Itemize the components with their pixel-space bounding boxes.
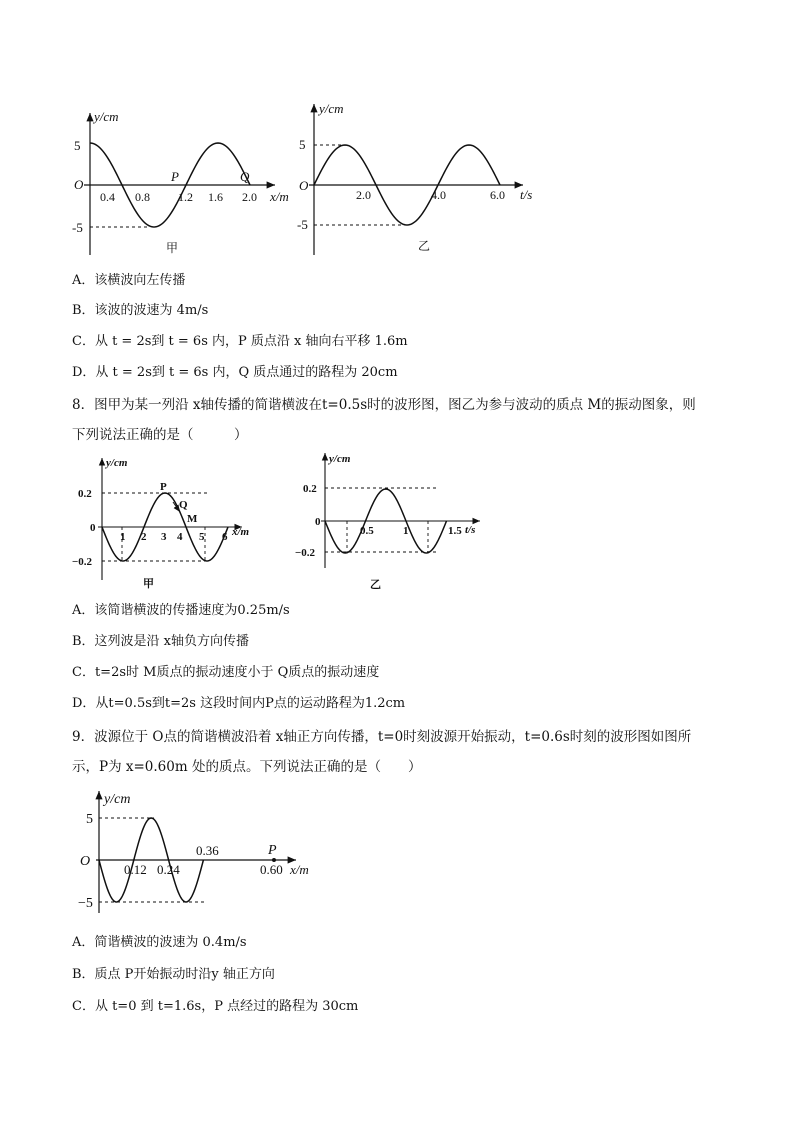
amp-neg-label: -5	[72, 220, 83, 235]
y-axis-label: y/cm	[94, 109, 119, 124]
y-axis-label: y/cm	[106, 457, 128, 469]
x-axis-label: t/s	[520, 187, 533, 202]
figure-caption: 甲	[166, 241, 179, 255]
origin-label: O	[299, 178, 309, 193]
tick-label: 0.36	[196, 843, 219, 858]
tick-label: 0.60	[260, 862, 283, 877]
q8-figure-yi	[295, 448, 495, 596]
point-p-label: P	[160, 481, 167, 493]
q9-figure	[74, 788, 334, 918]
amp-neg-label: −0.2	[72, 556, 93, 568]
origin-label: 0	[315, 516, 321, 528]
q7-option-c: C．从 t = 2s到 t = 6s 内，P 质点沿 x 轴向右平移 1.6m	[72, 334, 408, 349]
tick-label: 0.12	[124, 862, 147, 877]
figure-caption: 甲	[143, 578, 154, 590]
tick-label: 1	[403, 525, 409, 537]
q8-option-d: D．从t=0.5s到t=2s 这段时间内P点的运动路程为1.2cm	[72, 696, 406, 711]
q8-figure-jia	[70, 452, 270, 592]
tick-label: 4	[177, 531, 183, 543]
q8-stem	[72, 390, 732, 450]
q8-stem-line1: 8．图甲为某一列沿 x轴传播的简谐横波在t=0.5s时的波形图，图乙为参与波动的质点 M的振动图象，则	[72, 397, 696, 413]
figure-caption: 乙	[418, 239, 431, 253]
tick-label: 0.5	[360, 525, 374, 537]
tick-label: 0.4	[100, 190, 115, 204]
y-axis-label: y/cm	[319, 101, 344, 116]
q9-stem	[72, 722, 732, 782]
tick-label: 1.5	[448, 525, 462, 537]
origin-label: O	[80, 854, 91, 869]
q8-stem-line2: 下列说法正确的是（ ）	[72, 427, 248, 443]
tick-label: 1.2	[178, 190, 193, 204]
point-p-label: P	[171, 169, 179, 184]
q9-stem-line2: 示，P为 x=0.60m 处的质点。下列说法正确的是（ ）	[72, 759, 422, 775]
q9-stem-line1: 9．波源位于 O点的简谐横波沿着 x轴正方向传播，t=0时刻波源开始振动，t=0.6s时刻的波形图如图所	[72, 729, 692, 745]
x-axis-label: t/s	[465, 524, 476, 536]
tick-label: 0.8	[135, 190, 150, 204]
amp-neg-label: −0.2	[295, 547, 316, 559]
x-axis-label: x/m	[270, 189, 289, 204]
amp-neg-label: −5	[78, 896, 93, 911]
amp-pos-label: 5	[74, 138, 81, 153]
tick-label: 2.0	[242, 190, 257, 204]
q8-option-c: C．t=2s时 M质点的振动速度小于 Q质点的振动速度	[72, 665, 380, 680]
tick-label: 0.24	[157, 862, 180, 877]
point-q-label: Q	[179, 499, 188, 511]
tick-label: 2.0	[356, 188, 371, 202]
q8-option-a: A．该简谐横波的传播速度为0.25m/s	[72, 603, 290, 618]
q9-option-c: C．从 t=0 到 t=1.6s，P 点经过的路程为 30cm	[72, 999, 359, 1014]
q8-option-b: B．这列波是沿 x轴负方向传播	[72, 634, 250, 649]
tick-label: 6	[222, 531, 228, 543]
point-q-label: Q	[240, 169, 250, 184]
origin-label: O	[74, 177, 84, 192]
amp-pos-label: 0.2	[303, 483, 317, 495]
y-axis-label: y/cm	[329, 453, 351, 465]
tick-label: 3	[161, 531, 167, 543]
amp-pos-label: 0.2	[78, 488, 92, 500]
origin-label: 0	[90, 522, 96, 534]
q7-option-a: A．该横波向左传播	[72, 273, 186, 288]
amp-pos-label: 5	[86, 812, 93, 827]
tick-label: 2	[141, 531, 147, 543]
point-p-label: P	[268, 843, 277, 858]
tick-label: 1	[120, 531, 126, 543]
q7-figure-jia	[70, 105, 300, 265]
amp-pos-label: 5	[299, 137, 306, 152]
tick-label: 5	[199, 531, 205, 543]
tick-label: 4.0	[431, 188, 446, 202]
x-axis-label: x/m	[290, 862, 309, 877]
q7-option-b: B．该波的波速为 4m/s	[72, 303, 209, 318]
q9-option-a: A．简谐横波的波速为 0.4m/s	[72, 935, 247, 950]
x-axis-label: x/m	[232, 526, 250, 538]
y-axis-label: y/cm	[104, 792, 131, 807]
q9-option-b: B．质点 P开始振动时沿y 轴正方向	[72, 967, 275, 982]
q7-option-d: D．从 t = 2s到 t = 6s 内，Q 质点通过的路程为 20cm	[72, 365, 398, 380]
point-m-label: M	[187, 513, 198, 525]
tick-label: 6.0	[490, 188, 505, 202]
q7-figure-yi	[295, 98, 555, 263]
figure-caption: 乙	[370, 579, 381, 591]
amp-neg-label: -5	[297, 217, 308, 232]
tick-label: 1.6	[208, 190, 223, 204]
